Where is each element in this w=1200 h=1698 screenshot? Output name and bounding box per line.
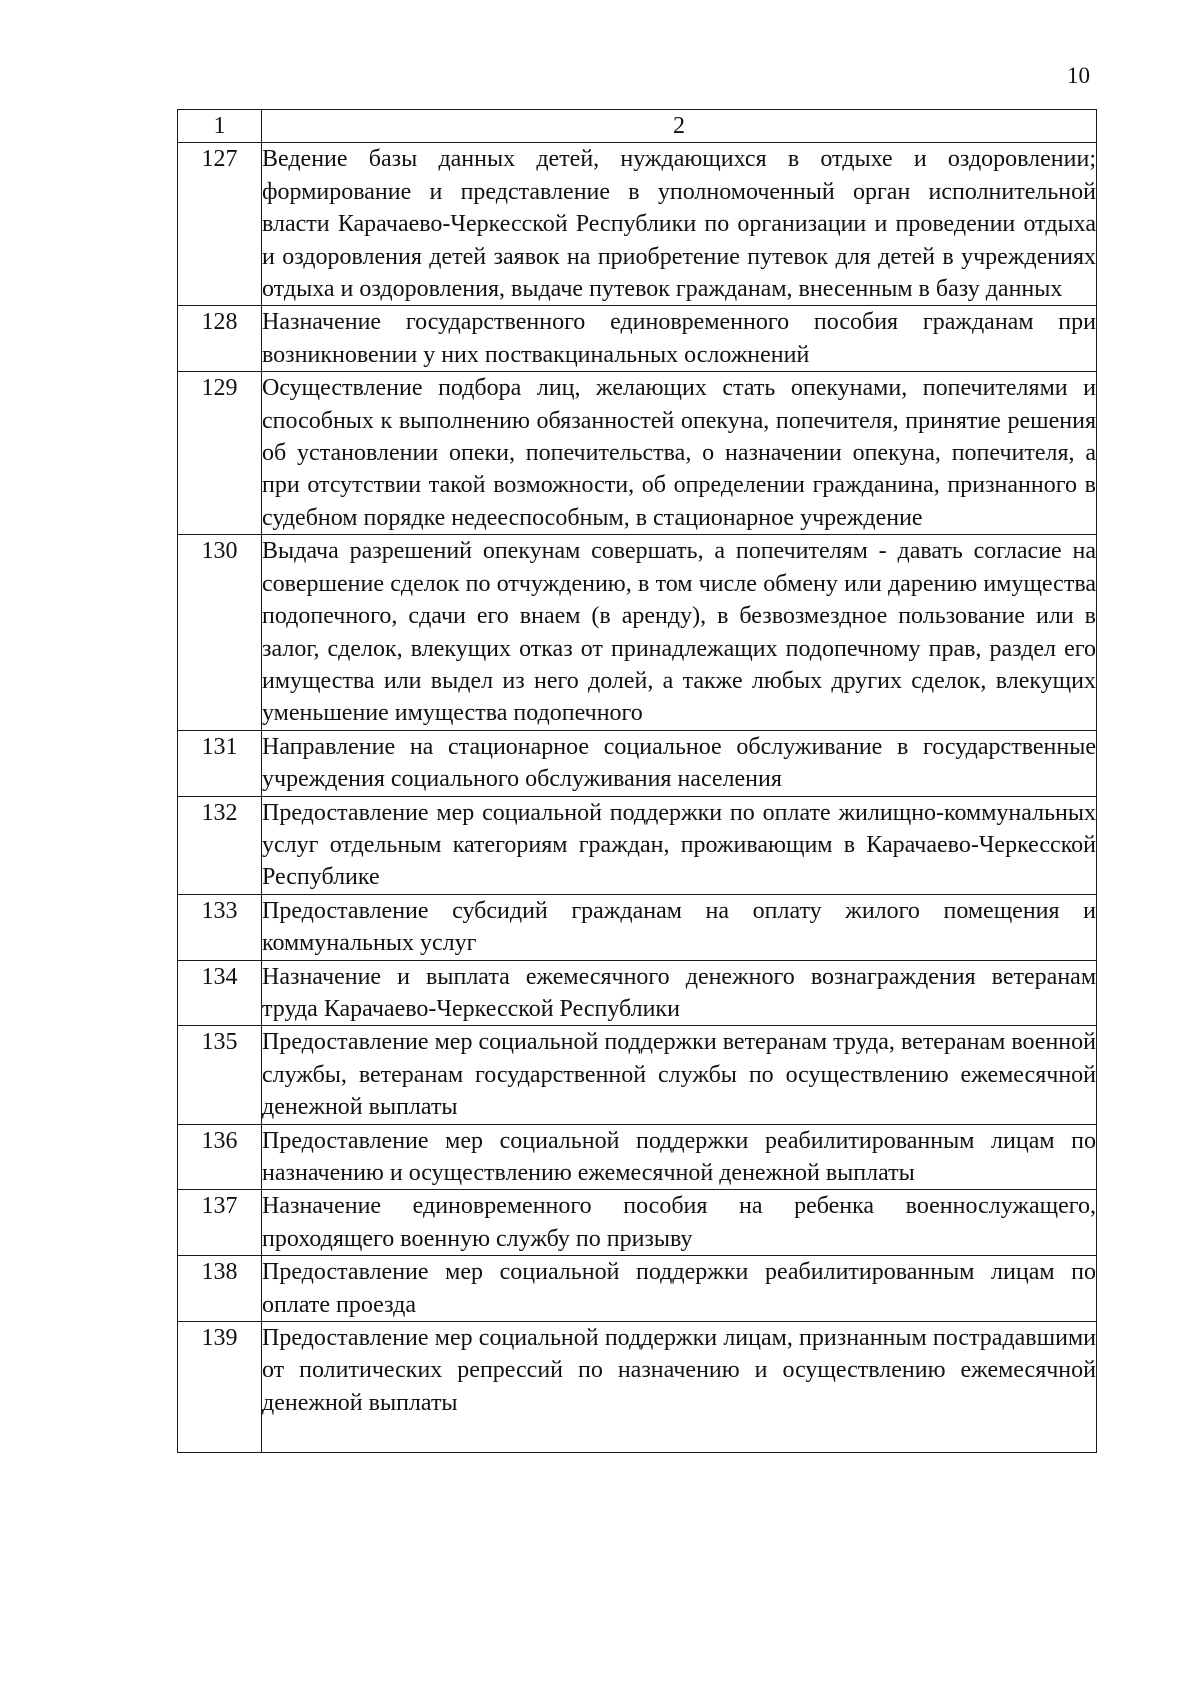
row-text: Осуществление подбора лиц, желающих стать опекунами, попечителями и способных к выполнению обязанностей опекуна, попечителя, принятие решения об установлении опеки, попечительства, о назначении опекуна, попечителя, а при отсутствии такой возможности, об определении гражданина, признанного в судебном порядке недееспособным, в стационарное учреждение: [262, 372, 1097, 535]
row-text: Ведение базы данных детей, нуждающихся в отдыхе и оздоровлении; формирование и представление в уполномоченный орган исполнительной власти Карачаево-Черкесской Республики по организации и проведении отдыха и оздоровления детей заявок на приобретение путевок для детей в учреждениях отдыха и оздоровления, выдаче путевок гражданам, внесенным в базу данных: [262, 143, 1097, 306]
row-number: 137: [178, 1190, 262, 1256]
row-text: Выдача разрешений опекунам совершать, а попечителям - давать согласие на совершение сделок по отчуждению, в том числе обмену или дарению имущества подопечного, сдачи его внаем (в аренду), в безвозмездное пользование или в залог, сделок, влекущих отказ от принадлежащих подопечному прав, раздел его имущества или выдел из него долей, а также любых других сделок, влекущих уменьшение имущества подопечного: [262, 535, 1097, 730]
row-number: 136: [178, 1124, 262, 1190]
row-text: Назначение единовременного пособия на ребенка военнослужащего, проходящего военную службу по призыву: [262, 1190, 1097, 1256]
row-text: Назначение и выплата ежемесячного денежного вознаграждения ветеранам труда Карачаево-Черкесской Республики: [262, 960, 1097, 1026]
row-number: 135: [178, 1026, 262, 1124]
table-row: [178, 1124, 1097, 1190]
row-number: 133: [178, 894, 262, 960]
table-row: [178, 306, 1097, 372]
table-row: [178, 960, 1097, 1026]
row-number: 129: [178, 372, 262, 535]
row-number: 139: [178, 1322, 262, 1453]
row-text: Предоставление мер социальной поддержки по оплате жилищно-коммунальных услуг отдельным категориям граждан, проживающим в Карачаево-Черкесской Республике: [262, 796, 1097, 894]
table-row: [178, 796, 1097, 894]
row-text: Предоставление мер социальной поддержки реабилитированным лицам по оплате проезда: [262, 1256, 1097, 1322]
row-number: 134: [178, 960, 262, 1026]
row-text: Предоставление мер социальной поддержки лицам, признанным пострадавшими от политических репрессий по назначению и осуществлению ежемесячной денежной выплаты: [262, 1322, 1097, 1453]
table-row: [178, 143, 1097, 306]
row-text: Предоставление мер социальной поддержки ветеранам труда, ветеранам военной службы, ветеранам государственной службы по осуществлению ежемесячной денежной выплаты: [262, 1026, 1097, 1124]
row-number: 131: [178, 730, 262, 796]
column-header-1: 1: [178, 110, 262, 143]
row-number: 127: [178, 143, 262, 306]
table-row: [178, 1026, 1097, 1124]
table-header-row: [178, 110, 1097, 143]
table-row: [178, 372, 1097, 535]
table-row: [178, 730, 1097, 796]
row-text: Предоставление субсидий гражданам на оплату жилого помещения и коммунальных услуг: [262, 894, 1097, 960]
services-table: [177, 109, 1097, 1453]
row-text: Предоставление мер социальной поддержки реабилитированным лицам по назначению и осуществлению ежемесячной денежной выплаты: [262, 1124, 1097, 1190]
table-row: [178, 535, 1097, 730]
row-number: 132: [178, 796, 262, 894]
page-number: 10: [1067, 63, 1090, 88]
table-row: [178, 894, 1097, 960]
row-number: 128: [178, 306, 262, 372]
row-text: Направление на стационарное социальное обслуживание в государственные учреждения социального обслуживания населения: [262, 730, 1097, 796]
row-number: 130: [178, 535, 262, 730]
row-text: Назначение государственного единовременного пособия гражданам при возникновении у них поствакцинальных осложнений: [262, 306, 1097, 372]
row-number: 138: [178, 1256, 262, 1322]
table-row: [178, 1256, 1097, 1322]
table-row: [178, 1322, 1097, 1453]
column-header-2: 2: [262, 110, 1097, 143]
table-row: [178, 1190, 1097, 1256]
